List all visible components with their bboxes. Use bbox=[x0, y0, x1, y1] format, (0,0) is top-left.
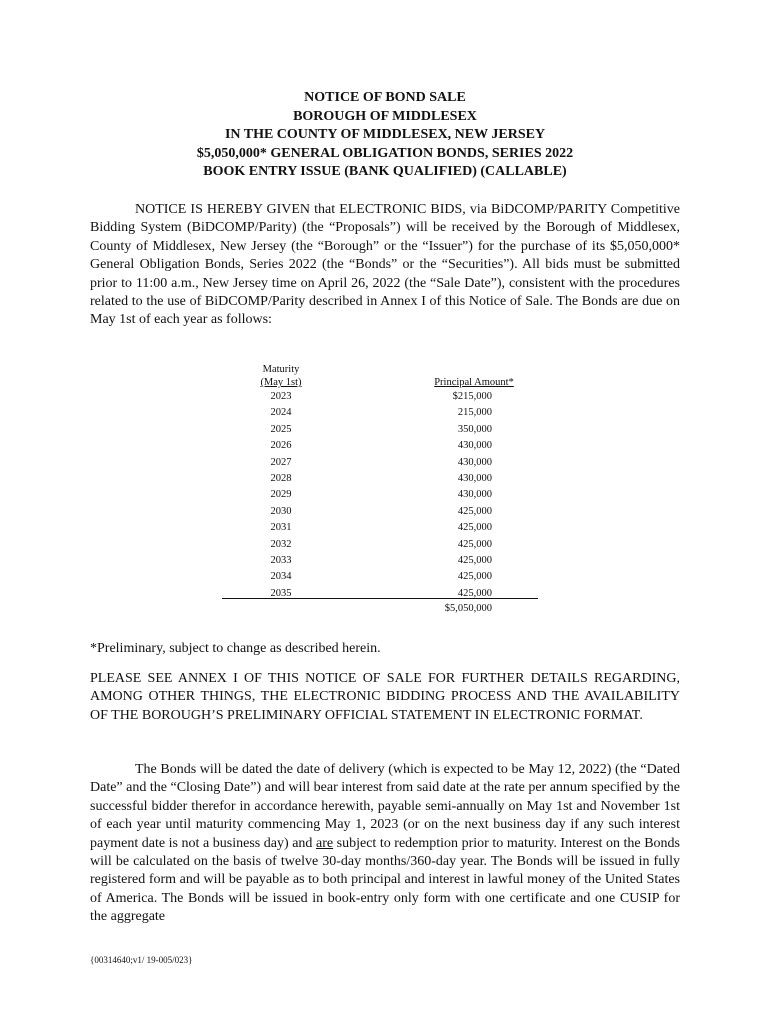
table-row bbox=[222, 586, 538, 602]
principal-amount: 425,000 bbox=[457, 571, 492, 583]
maturity-year: 2024 bbox=[270, 407, 292, 419]
maturity-year: 2035 bbox=[270, 587, 292, 599]
maturity-year: 2028 bbox=[270, 472, 292, 484]
maturity-year: 2030 bbox=[270, 505, 292, 517]
maturity-rows bbox=[222, 389, 538, 602]
principal-amount: 430,000 bbox=[457, 440, 492, 452]
principal-amount: 430,000 bbox=[457, 489, 492, 501]
principal-amount: 430,000 bbox=[457, 472, 492, 484]
maturity-year: 2033 bbox=[270, 554, 292, 566]
principal-amount-column-header: Principal Amount* bbox=[434, 377, 514, 388]
heading-line-5: BOOK ENTRY ISSUE (BANK QUALIFIED) (CALLABLE) bbox=[203, 164, 567, 179]
bond-terms-text-part-1: The Bonds will be dated the date of delivery (which is expected to be May 12, 2022) (the “Dated Date” and the “Closing Date”) and will bear interest from said date at the rate per annum specified by the successful bidder therefor in accordance herewith, payable semi-annually on May 1st and November 1st of each year until maturity commencing May 1, 2023 (or on the next business day if any such interest payment date is not a business day) and bbox=[90, 762, 680, 851]
maturity-year: 2023 bbox=[270, 391, 292, 402]
total-divider-line bbox=[222, 598, 538, 599]
document-id-footer: {00314640;v1/ 19-005/023} bbox=[90, 955, 193, 965]
principal-amount: 425,000 bbox=[457, 522, 492, 534]
bond-terms-paragraph bbox=[90, 761, 680, 927]
principal-total: $5,050,000 bbox=[444, 603, 492, 614]
heading-line-4: $5,050,000* GENERAL OBLIGATION BONDS, SERIES 2022 bbox=[196, 145, 574, 161]
bond-terms-text-part-2: subject to redemption prior to maturity. Interest on the Bonds will be calculated on the basis of twelve 30-day months/360-day year. The Bonds will be issued in fully registered form and will be payable as to both principal and interest in lawful money of the United States of America. The Bonds will be issued in book-entry only form with one certificate and one CUSIP for the aggregate bbox=[90, 835, 680, 925]
table-row bbox=[222, 553, 538, 569]
maturity-year: 2032 bbox=[270, 538, 292, 550]
maturity-year: 2026 bbox=[270, 440, 292, 452]
maturity-year: 2031 bbox=[270, 522, 292, 534]
maturity-column-header bbox=[222, 363, 340, 389]
heading-line-2: BOROUGH OF MIDDLESEX bbox=[293, 108, 477, 124]
table-row bbox=[222, 537, 538, 553]
maturity-header-line-2: (May 1st) bbox=[260, 377, 302, 388]
maturity-year: 2034 bbox=[270, 571, 292, 583]
table-row bbox=[222, 455, 538, 471]
table-row bbox=[222, 389, 538, 405]
table-row bbox=[222, 569, 538, 585]
heading-line-3: IN THE COUNTY OF MIDDLESEX, NEW JERSEY bbox=[224, 127, 546, 142]
table-row bbox=[222, 405, 538, 421]
maturity-year: 2029 bbox=[270, 489, 292, 501]
bond-terms-underlined-word: are bbox=[315, 835, 334, 851]
intro-paragraph: NOTICE IS HEREBY GIVEN that ELECTRONIC BIDS, via BiDCOMP/PARITY Competitive Bidding System (BiDCOMP/Parity) (the “Proposals”) will be received by the Borough of Middlesex, County of Middlesex, New Jersey (the “Borough” or the “Issuer”) for the purchase of its $5,050,000* General Obligation Bonds, Series 2022 (the “Bonds” or the “Securities”). All bids must be submitted prior to 11:00 a.m., New Jersey time on April 26, 2022 (the “Sale Date”), consistent with the procedures related to the use of BiDCOMP/Parity described in Annex I of this Notice of Sale. The Bonds are due on May 1st of each year as follows: bbox=[90, 202, 680, 328]
table-row bbox=[222, 504, 538, 520]
principal-amount: 425,000 bbox=[457, 554, 492, 566]
annex-notice-paragraph: PLEASE SEE ANNEX I OF THIS NOTICE OF SALE FOR FURTHER DETAILS REGARDING, AMONG OTHER THINGS, THE ELECTRONIC BIDDING PROCESS AND THE AVAILABILITY OF THE BOROUGH’S PRELIMINARY OFFICIAL STATEMENT IN ELECTRONIC FORMAT. bbox=[90, 671, 680, 723]
principal-amount: 430,000 bbox=[457, 456, 492, 468]
principal-amount: $215,000 bbox=[452, 391, 492, 402]
maturity-year: 2027 bbox=[270, 456, 292, 468]
table-row bbox=[222, 471, 538, 487]
table-row bbox=[222, 487, 538, 503]
notice-heading bbox=[90, 89, 680, 182]
maturity-year: 2025 bbox=[270, 423, 292, 435]
principal-amount: 425,000 bbox=[457, 505, 492, 517]
heading-line-1: NOTICE OF BOND SALE bbox=[304, 90, 466, 105]
table-row bbox=[222, 422, 538, 438]
principal-amount: 425,000 bbox=[457, 538, 492, 550]
preliminary-footnote: *Preliminary, subject to change as described herein. bbox=[90, 641, 381, 656]
principal-amount: 215,000 bbox=[457, 407, 492, 419]
table-row bbox=[222, 438, 538, 454]
maturity-header-line-1: Maturity bbox=[262, 364, 300, 375]
table-row bbox=[222, 520, 538, 536]
principal-amount: 425,000 bbox=[457, 587, 492, 599]
principal-amount: 350,000 bbox=[457, 423, 492, 435]
